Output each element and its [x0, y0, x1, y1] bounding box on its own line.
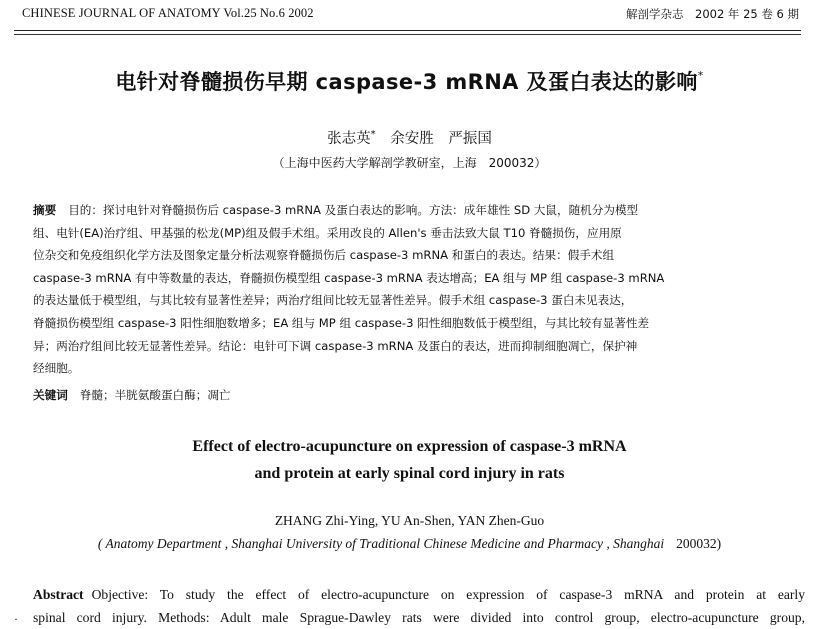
- chinese-abstract: [33, 199, 803, 380]
- running-header: [22, 6, 799, 22]
- english-abstract-line: spinal cord injury. Methods: Adult male Sprague-Dawley rats were divided into control group, electro-acupuncture group,: [33, 610, 805, 625]
- english-authors: ZHANG Zhi-Ying, YU An-Shen, YAN Zhen-Guo: [274, 513, 545, 528]
- chinese-abstract-line: 目的：探讨电针对脊髓损伤后 caspase-3 mRNA 及蛋白表达的影响。方法：成年雄性 SD 大鼠，随机分为模型: [68, 203, 639, 217]
- english-abstract-label: Abstract: [33, 587, 84, 602]
- journal-name-cn: 解剖学杂志 2002 年 25 卷 6 期: [626, 7, 799, 21]
- chinese-abstract-label: 摘要: [33, 203, 57, 217]
- english-abstract-line: Objective: To study the effect of electro-acupuncture on expression of caspase-3 mRNA and protein at early: [91, 587, 805, 602]
- header-rule-thin: [14, 34, 801, 35]
- author-2: 余安胜: [390, 131, 434, 147]
- corresponding-mark: *: [370, 129, 376, 140]
- header-rule-thick: [14, 30, 801, 31]
- chinese-abstract-line: 脊髓损伤模型组 caspase-3 阳性细胞数增多；EA 组与 MP 组 caspase-3 阳性细胞数低于模型组，与其比较有显著性差: [33, 315, 650, 330]
- chinese-abstract-line: 异；两治疗组间比较无显著性差异。结论：电针可下调 caspase-3 mRNA 及蛋白的表达，进而抑制细胞凋亡，保护神: [33, 338, 638, 353]
- author-3: 严振国: [448, 131, 492, 147]
- english-affiliation-text: ( Anatomy Department , Shanghai University of Traditional Chinese Medicine and Pharmacy , Shanghai: [97, 536, 665, 551]
- chinese-affiliation: （上海中医药大学解剖学教研室，上海 200032）: [272, 156, 547, 170]
- keywords-text: 脊髓；半胱氨酸蛋白酶；凋亡: [79, 388, 231, 402]
- chinese-abstract-line: 组、电针(EA)治疗组、甲基强的松龙(MP)组及假手术组。采用改良的 Allen's 垂击法致大鼠 T10 脊髓损伤，应用原: [33, 225, 622, 240]
- chinese-title: [0, 66, 819, 96]
- keywords-label: 关键词: [33, 388, 68, 402]
- chinese-keywords: [33, 387, 231, 403]
- chinese-title-text: 电针对脊髓损伤早期 caspase-3 mRNA 及蛋白表达的影响: [115, 70, 698, 94]
- english-abstract: [33, 583, 805, 629]
- margin-mark: ·: [14, 612, 18, 626]
- english-title-line: and protein at early spinal cord injury in rats: [254, 465, 565, 482]
- author-1: 张志英: [327, 131, 371, 147]
- english-title-line: Effect of electro-acupuncture on expression of caspase-3 mRNA: [192, 438, 627, 455]
- postal-code: 200032): [676, 536, 722, 551]
- chinese-abstract-line: 位杂交和免疫组织化学方法及图象定量分析法观察脊髓损伤后 caspase-3 mRNA 和蛋白的表达。结果：假手术组: [33, 248, 615, 263]
- english-title: [0, 433, 819, 487]
- chinese-abstract-line: caspase-3 mRNA 有中等数量的表达，脊髓损伤模型组 caspase-3 mRNA 表达增高；EA 组与 MP 组 caspase-3 mRNA: [33, 270, 665, 285]
- english-affiliation: [0, 536, 819, 552]
- chinese-abstract-line: 经细胞。: [33, 361, 80, 376]
- title-footnote-mark: *: [697, 69, 704, 82]
- journal-name-en: CHINESE JOURNAL OF ANATOMY Vol.25 No.6 2002: [22, 6, 314, 20]
- chinese-abstract-line: 的表达量低于模型组，与其比较有显著性差异；两治疗组间比较无显著性差异。假手术组 caspase-3 蛋白未见表达，: [33, 293, 633, 308]
- chinese-authors: [0, 127, 819, 148]
